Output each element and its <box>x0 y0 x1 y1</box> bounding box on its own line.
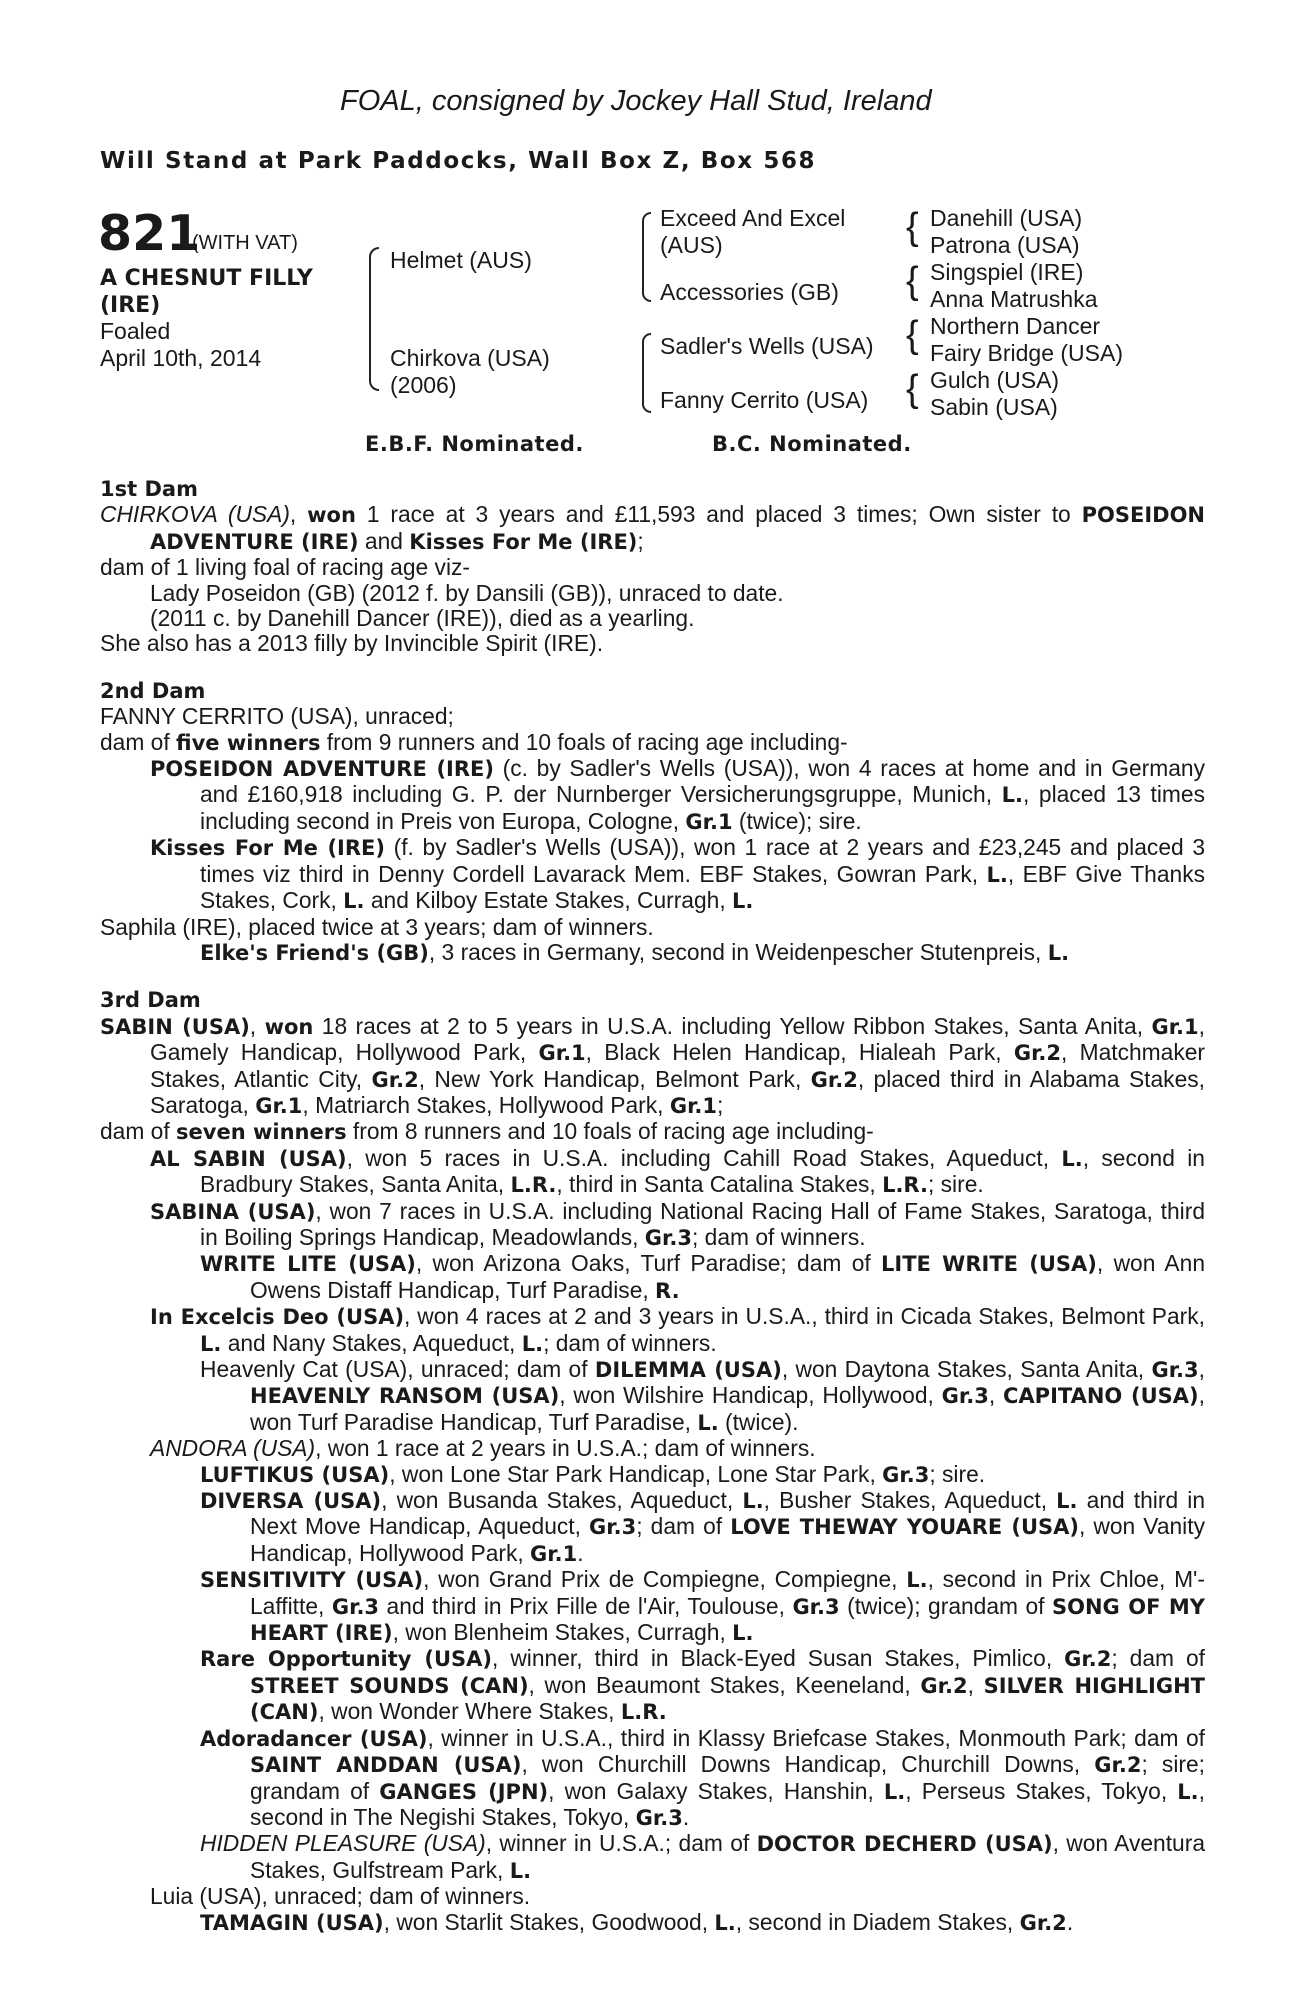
pedigree-gg-5: Northern Dancer <box>930 313 1101 339</box>
consignor-line: FOAL, consigned by Jockey Hall Stud, Ireland <box>340 85 932 117</box>
sire-line-brace-top <box>642 212 651 262</box>
produce-item: Rare Opportunity (USA), winner, third in Black-Eyed Susan Stakes, Pimlico, Gr.2; dam of STREET SOUNDS (CAN), won Beaumont Stakes, Keeneland, Gr.2, SILVER HIGHLIGHT (CAN), won Wonder Where Stakes, L.R. <box>200 1645 1205 1725</box>
produce-item: ANDORA (USA), won 1 race at 2 years in U.S.A.; dam of winners. <box>150 1435 816 1462</box>
produce-item: Kisses For Me (IRE) (f. by Sadler's Wells (USA)), won 1 race at 2 years and £23,245 and placed 3 times viz third in Denny Cordell Lavarack Mem. EBF Stakes, Gowran Park, L., EBF Give Thanks Stakes, Cork, L. and Kilboy Estate Stakes, Curragh, L. <box>150 834 1205 914</box>
first-dam-heading: 1st Dam <box>100 477 198 501</box>
second-dam-heading: 2nd Dam <box>100 678 206 703</box>
produce-item: Adoradancer (USA), winner in U.S.A., third in Klassy Briefcase Stakes, Monmouth Park; dam of SAINT ANDDAN (USA), won Churchill Downs Handicap, Churchill Downs, Gr.2; sire; grandam of GANGES (JPN), won Galaxy Stakes, Hanshin, L., Perseus Stakes, Tokyo, L., second in The Negishi Stakes, Tokyo, Gr.3. <box>200 1724 1205 1830</box>
pedigree-dam-year: (2006) <box>390 372 457 398</box>
lot-description: A CHESNUT FILLY <box>100 266 313 291</box>
pedigree-sire: Helmet (AUS) <box>390 247 532 273</box>
sire-line-brace-bottom <box>642 260 651 302</box>
stand-location: Will Stand at Park Paddocks, Wall Box Z, Box 568 <box>100 148 817 174</box>
ebf-nomination: E.B.F. Nominated. <box>365 432 584 456</box>
dam-line-brace-bottom <box>642 371 651 413</box>
brace-glyph: { <box>906 368 919 410</box>
brace-glyph: { <box>906 314 919 356</box>
lot-description-country: (IRE) <box>100 293 161 318</box>
foaled-date: April 10th, 2014 <box>100 345 262 371</box>
dam-line-brace-top <box>642 333 651 373</box>
dam-brace <box>369 325 379 391</box>
produce-item: (2011 c. by Danehill Dancer (IRE)), died as a yearling. <box>150 605 695 632</box>
pedigree-gg-7: Gulch (USA) <box>930 367 1060 393</box>
produce-item: DIVERSA (USA), won Busanda Stakes, Aqueduct, L., Busher Stakes, Aqueduct, L. and third in Next Move Handicap, Aqueduct, Gr.3; dam of LOVE THEWAY YOUARE (USA), won Vanity Handicap, Hollywood Park, Gr.1. <box>200 1487 1205 1566</box>
produce-item: LUFTIKUS (USA), won Lone Star Park Handicap, Lone Star Park, Gr.3; sire. <box>200 1460 986 1487</box>
first-dam-entry: CHIRKOVA (USA), won 1 race at 3 years and £11,593 and placed 3 times; Own sister to POSEIDON ADVENTURE (IRE) and Kisses For Me (IRE); <box>100 501 1205 554</box>
pedigree-sire-sire: Exceed And Excel <box>660 205 846 231</box>
produce-item: SENSITIVITY (USA), won Grand Prix de Compiegne, Compiegne, L., second in Prix Chloe, M'-Laffitte, Gr.3 and third in Prix Fille de l'Air, Toulouse, Gr.3 (twice); grandam of SONG OF MY HEART (IRE), won Blenheim Stakes, Curragh, L. <box>200 1566 1206 1646</box>
vat-note: (WITH VAT) <box>192 232 298 254</box>
second-dam-entry: FANNY CERRITO (USA), unraced; <box>100 703 454 730</box>
bc-nomination: B.C. Nominated. <box>712 432 912 456</box>
pedigree-gg-2: Patrona (USA) <box>930 232 1080 258</box>
produce-intro: dam of five winners from 9 runners and 10 foals of racing age including- <box>100 728 848 755</box>
produce-item: Saphila (IRE), placed twice at 3 years; dam of winners. <box>100 913 654 940</box>
pedigree-gg-6: Fairy Bridge (USA) <box>930 340 1123 366</box>
pedigree-gg-1: Danehill (USA) <box>930 205 1083 231</box>
lot-number: 821 <box>98 205 201 262</box>
produce-note: She also has a 2013 filly by Invincible Spirit (IRE). <box>100 630 604 657</box>
brace-glyph: { <box>906 260 919 302</box>
pedigree-gg-8: Sabin (USA) <box>930 394 1058 420</box>
pedigree-sire-dam: Accessories (GB) <box>660 279 839 305</box>
pedigree-sire-sire-country: (AUS) <box>660 232 723 258</box>
pedigree-dam: Chirkova (USA) <box>390 345 550 371</box>
catalogue-body <box>100 477 1205 1936</box>
sire-brace <box>369 247 379 325</box>
produce-item: WRITE LITE (USA), won Arizona Oaks, Turf Paradise; dam of LITE WRITE (USA), won Ann Owens Distaff Handicap, Turf Paradise, R. <box>200 1250 1205 1303</box>
produce-item: POSEIDON ADVENTURE (IRE) (c. by Sadler's Wells (USA)), won 4 races at home and in Germany and £160,918 including G. P. der Nurnberger Versicherungsgruppe, Munich, L., placed 13 times including second in Preis von Europa, Cologne, Gr.1 (twice); sire. <box>150 755 1205 834</box>
produce-item: Luia (USA), unraced; dam of winners. <box>150 1883 531 1910</box>
produce-item: SABINA (USA), won 7 races in U.S.A. including National Racing Hall of Fame Stakes, Saratoga, third in Boiling Springs Handicap, Meadowlands, Gr.3; dam of winners. <box>150 1197 1205 1250</box>
produce-item: TAMAGIN (USA), won Starlit Stakes, Goodwood, L., second in Diadem Stakes, Gr.2. <box>200 1908 1074 1935</box>
produce-item: Elke's Friend's (GB), 3 races in Germany, second in Weidenpescher Stutenpreis, L. <box>200 938 1070 965</box>
produce-intro: dam of seven winners from 8 runners and 10 foals of racing age including- <box>100 1118 874 1145</box>
produce-item: HIDDEN PLEASURE (USA), winner in U.S.A.; dam of DOCTOR DECHERD (USA), won Aventura Stakes, Gulfstream Park, L. <box>200 1830 1206 1883</box>
third-dam-heading: 3rd Dam <box>100 988 201 1013</box>
pedigree-dam-dam: Fanny Cerrito (USA) <box>660 387 869 413</box>
third-dam-entry: SABIN (USA), won 18 races at 2 to 5 years in U.S.A. including Yellow Ribbon Stakes, Santa Anita, Gr.1, Gamely Handicap, Hollywood Park, Gr.1, Black Helen Handicap, Hialeah Park, Gr.2, Matchmaker Stakes, Atlantic City, Gr.2, New York Handicap, Belmont Park, Gr.2, placed third in Alabama Stakes, Saratoga, Gr.1, Matriarch Stakes, Hollywood Park, Gr.1; <box>100 1012 1206 1118</box>
pedigree-dam-sire: Sadler's Wells (USA) <box>660 333 874 359</box>
foaled-label: Foaled <box>100 318 171 344</box>
brace-glyph: { <box>906 206 919 248</box>
pedigree-gg-3: Singspiel (IRE) <box>930 259 1084 285</box>
produce-item: Heavenly Cat (USA), unraced; dam of DILEMMA (USA), won Daytona Stakes, Santa Anita, Gr.3, HEAVENLY RANSOM (USA), won Wilshire Handicap, Hollywood, Gr.3, CAPITANO (USA), won Turf Paradise Handicap, Turf Paradise, L. (twice). <box>200 1356 1206 1435</box>
pedigree-gg-4: Anna Matrushka <box>930 286 1098 312</box>
produce-intro: dam of 1 living foal of racing age viz- <box>100 554 471 581</box>
produce-item: In Excelcis Deo (USA), won 4 races at 2 and 3 years in U.S.A., third in Cicada Stakes, Belmont Park, L. and Nany Stakes, Aqueduct, L.; dam of winners. <box>150 1303 1205 1356</box>
produce-item: AL SABIN (USA), won 5 races in U.S.A. including Cahill Road Stakes, Aqueduct, L., second in Bradbury Stakes, Santa Anita, L.R., third in Santa Catalina Stakes, L.R.; sire. <box>150 1144 1205 1198</box>
produce-item: Lady Poseidon (GB) (2012 f. by Dansili (GB)), unraced to date. <box>150 579 784 606</box>
